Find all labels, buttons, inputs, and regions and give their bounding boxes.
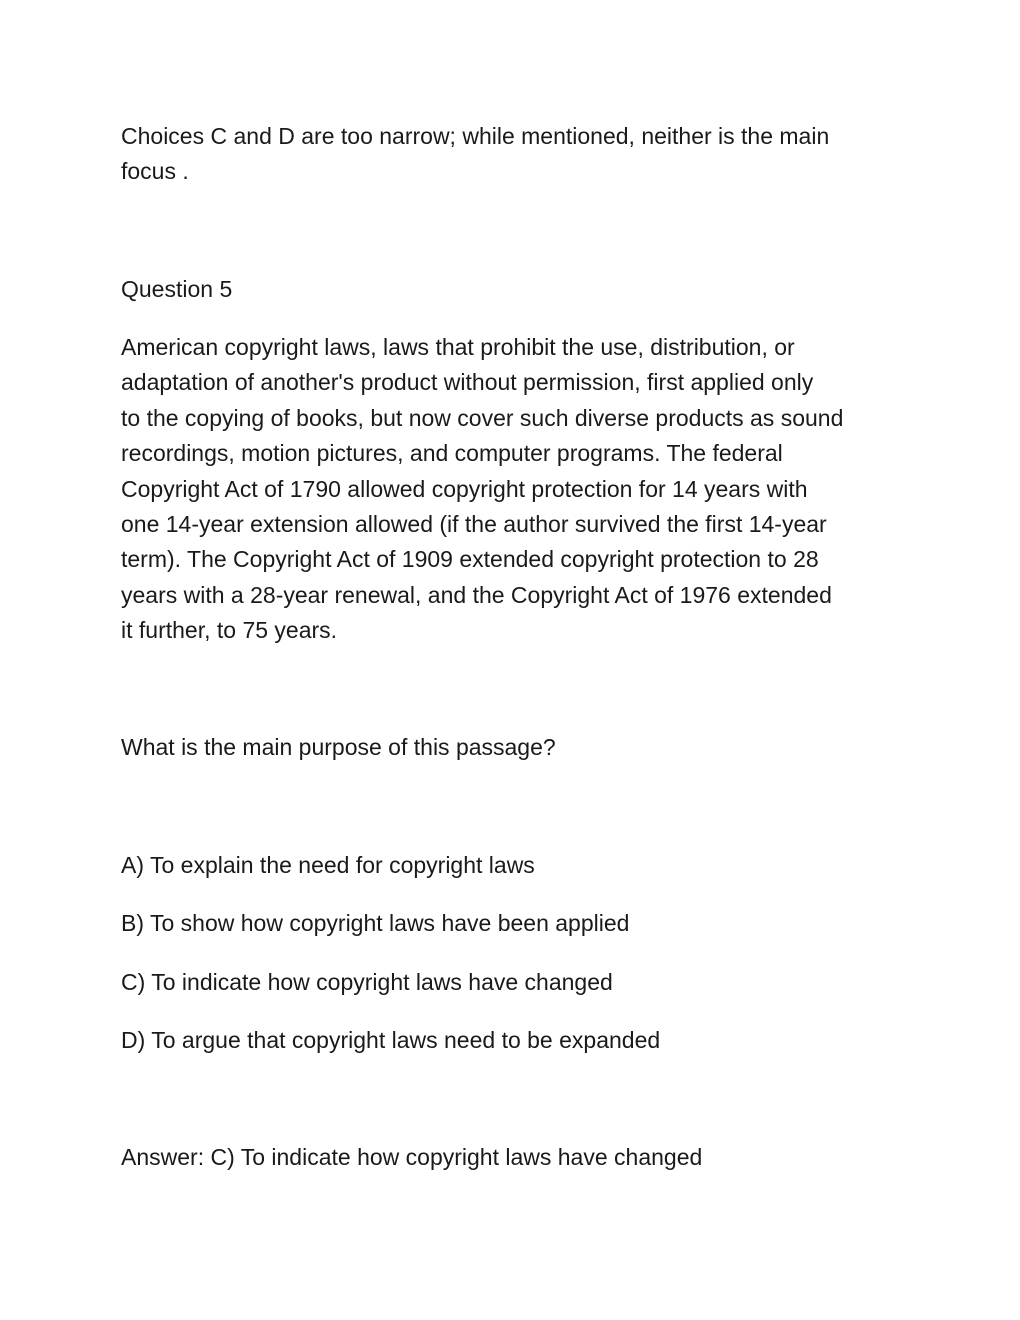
answer-option-d: D) To argue that copyright laws need to be expanded (121, 1027, 661, 1053)
explanation-paragraph (121, 119, 901, 190)
answer-option-b: B) To show how copyright laws have been applied (121, 910, 630, 936)
question-prompt: What is the main purpose of this passage? (121, 734, 556, 760)
passage-line: American copyright laws, laws that prohibit the use, distribution, or (121, 334, 795, 360)
passage-line: it further, to 75 years. (121, 617, 338, 644)
passage-line: adaptation of another's product without permission, first applied only (121, 369, 814, 396)
answer-line: Answer: C) To indicate how copyright laws have changed (121, 1144, 703, 1170)
question-passage (121, 330, 901, 649)
passage-line: to the copying of books, but now cover such diverse products as sound (121, 404, 844, 431)
text-line: Choices C and D are too narrow; while mentioned, neither is the main (121, 123, 830, 149)
passage-line: recordings, motion pictures, and computer programs. The federal (121, 440, 783, 467)
passage-line: one 14-year extension allowed (if the author survived the first 14-year (121, 511, 827, 538)
passage-line: term). The Copyright Act of 1909 extended copyright protection to 28 (121, 546, 819, 573)
text-line: focus . (121, 158, 189, 185)
answer-option-a: A) To explain the need for copyright laws (121, 852, 535, 878)
passage-line: Copyright Act of 1790 allowed copyright protection for 14 years with (121, 475, 808, 502)
question-title: Question 5 (121, 276, 233, 302)
passage-line: years with a 28-year renewal, and the Copyright Act of 1976 extended (121, 581, 832, 608)
answer-option-c: C) To indicate how copyright laws have changed (121, 969, 613, 995)
